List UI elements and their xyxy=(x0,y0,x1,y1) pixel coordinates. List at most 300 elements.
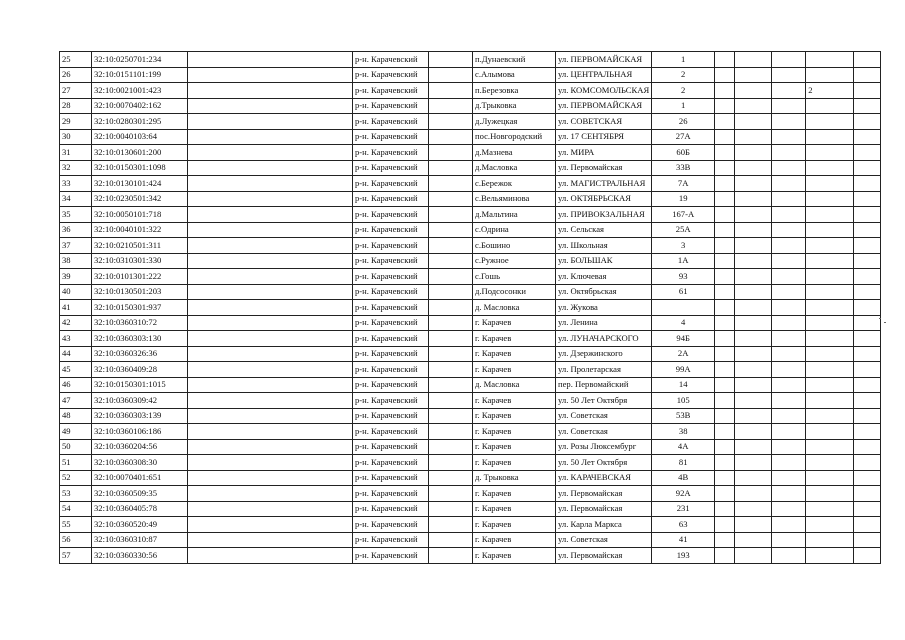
locality-cell: д. Масловка xyxy=(473,300,556,316)
empty-cell xyxy=(854,408,881,424)
empty-cell xyxy=(735,315,772,331)
empty-cell xyxy=(715,532,735,548)
table-row xyxy=(60,315,881,331)
empty-cell xyxy=(854,501,881,517)
empty-cell xyxy=(429,439,473,455)
empty-cell xyxy=(772,269,806,285)
empty-cell xyxy=(715,455,735,471)
row-number-cell: 29 xyxy=(60,114,92,130)
house-number-cell: 93 xyxy=(652,269,715,285)
empty-cell xyxy=(188,486,353,502)
empty-cell xyxy=(772,517,806,533)
table-row xyxy=(60,501,881,517)
row-number-cell: 33 xyxy=(60,176,92,192)
cadastral-number-cell: 32:10:0360409:28 xyxy=(92,362,188,378)
locality-cell: с.Ружное xyxy=(473,253,556,269)
row-number-cell: 56 xyxy=(60,532,92,548)
empty-cell xyxy=(854,532,881,548)
cadastral-number-cell: 32:10:0050101:718 xyxy=(92,207,188,223)
district-cell: р-н. Карачевский xyxy=(353,470,429,486)
empty-cell xyxy=(429,532,473,548)
empty-cell xyxy=(772,300,806,316)
empty-cell xyxy=(188,455,353,471)
empty-cell xyxy=(429,300,473,316)
empty-cell xyxy=(735,129,772,145)
locality-cell: г. Карачев xyxy=(473,393,556,409)
empty-cell xyxy=(715,486,735,502)
empty-cell xyxy=(429,408,473,424)
district-cell: р-н. Карачевский xyxy=(353,377,429,393)
house-number-cell: 4 xyxy=(652,315,715,331)
district-cell: р-н. Карачевский xyxy=(353,393,429,409)
empty-cell xyxy=(735,501,772,517)
empty-cell xyxy=(854,145,881,161)
house-number-cell: 1 xyxy=(652,98,715,114)
street-cell: ул. Розы Люксембург xyxy=(556,439,652,455)
locality-cell: г. Карачев xyxy=(473,408,556,424)
empty-cell xyxy=(772,548,806,564)
cadastral-number-cell: 32:10:0150301:937 xyxy=(92,300,188,316)
empty-cell xyxy=(772,67,806,83)
extra-value-cell xyxy=(806,517,854,533)
empty-cell xyxy=(715,176,735,192)
empty-cell xyxy=(715,129,735,145)
empty-cell xyxy=(772,238,806,254)
table-row xyxy=(60,455,881,471)
empty-cell xyxy=(735,300,772,316)
empty-cell xyxy=(715,222,735,238)
house-number-cell: 60Б xyxy=(652,145,715,161)
address-table xyxy=(59,51,881,564)
district-cell: р-н. Карачевский xyxy=(353,207,429,223)
empty-cell xyxy=(188,284,353,300)
locality-cell: г. Карачев xyxy=(473,486,556,502)
locality-cell: г. Карачев xyxy=(473,315,556,331)
empty-cell xyxy=(735,83,772,99)
house-number-cell: 2А xyxy=(652,346,715,362)
empty-cell xyxy=(735,408,772,424)
street-cell: ул. КОМСОМОЛЬСКАЯ xyxy=(556,83,652,99)
empty-cell xyxy=(772,501,806,517)
row-number-cell: 53 xyxy=(60,486,92,502)
locality-cell: с.Одрина xyxy=(473,222,556,238)
table-row xyxy=(60,470,881,486)
house-number-cell: 4А xyxy=(652,439,715,455)
empty-cell xyxy=(715,424,735,440)
empty-cell xyxy=(715,191,735,207)
empty-cell xyxy=(735,160,772,176)
house-number-cell: 33В xyxy=(652,160,715,176)
empty-cell xyxy=(715,238,735,254)
empty-cell xyxy=(188,517,353,533)
table-row xyxy=(60,424,881,440)
empty-cell xyxy=(735,470,772,486)
table-row xyxy=(60,191,881,207)
empty-cell xyxy=(188,377,353,393)
empty-cell xyxy=(429,315,473,331)
cadastral-number-cell: 32:10:0360309:42 xyxy=(92,393,188,409)
table-row xyxy=(60,532,881,548)
extra-value-cell xyxy=(806,300,854,316)
empty-cell xyxy=(854,300,881,316)
empty-cell xyxy=(715,284,735,300)
cadastral-number-cell: 32:10:0150301:1015 xyxy=(92,377,188,393)
empty-cell xyxy=(854,424,881,440)
cadastral-number-cell: 32:10:0360405:78 xyxy=(92,501,188,517)
empty-cell xyxy=(715,83,735,99)
empty-cell xyxy=(735,393,772,409)
street-cell: ул. 50 Лет Октября xyxy=(556,393,652,409)
street-cell: ул. ОКТЯБРЬСКАЯ xyxy=(556,191,652,207)
street-cell: пер. Первомайский xyxy=(556,377,652,393)
table-row xyxy=(60,114,881,130)
locality-cell: г. Карачев xyxy=(473,439,556,455)
table-row xyxy=(60,408,881,424)
empty-cell xyxy=(772,439,806,455)
district-cell: р-н. Карачевский xyxy=(353,253,429,269)
cadastral-number-cell: 32:10:0360308:30 xyxy=(92,455,188,471)
house-number-cell: 63 xyxy=(652,517,715,533)
empty-cell xyxy=(735,269,772,285)
street-cell: ул. Первомайская xyxy=(556,486,652,502)
row-number-cell: 28 xyxy=(60,98,92,114)
table-row xyxy=(60,269,881,285)
house-number-cell: 1А xyxy=(652,253,715,269)
row-number-cell: 52 xyxy=(60,470,92,486)
empty-cell xyxy=(772,176,806,192)
house-number-cell: 26 xyxy=(652,114,715,130)
empty-cell xyxy=(715,300,735,316)
empty-cell xyxy=(429,548,473,564)
table-row xyxy=(60,346,881,362)
cadastral-number-cell: 32:10:0150301:1098 xyxy=(92,160,188,176)
row-number-cell: 42 xyxy=(60,315,92,331)
row-number-cell: 39 xyxy=(60,269,92,285)
extra-value-cell xyxy=(806,346,854,362)
locality-cell: д.Масловка xyxy=(473,160,556,176)
table-row xyxy=(60,300,881,316)
row-number-cell: 43 xyxy=(60,331,92,347)
extra-value-cell xyxy=(806,98,854,114)
row-number-cell: 44 xyxy=(60,346,92,362)
empty-cell xyxy=(772,222,806,238)
table-row xyxy=(60,331,881,347)
locality-cell: с.Бережок xyxy=(473,176,556,192)
empty-cell xyxy=(735,517,772,533)
table-row xyxy=(60,160,881,176)
cadastral-number-cell: 32:10:0360520:49 xyxy=(92,517,188,533)
row-number-cell: 46 xyxy=(60,377,92,393)
district-cell: р-н. Карачевский xyxy=(353,362,429,378)
empty-cell xyxy=(772,408,806,424)
empty-cell xyxy=(854,160,881,176)
table-row xyxy=(60,377,881,393)
street-cell: ул. Сельская xyxy=(556,222,652,238)
locality-cell: с.Бошино xyxy=(473,238,556,254)
empty-cell xyxy=(854,129,881,145)
empty-cell xyxy=(735,532,772,548)
table-row xyxy=(60,238,881,254)
empty-cell xyxy=(772,284,806,300)
table-row xyxy=(60,83,881,99)
extra-value-cell xyxy=(806,470,854,486)
cadastral-number-cell: 32:10:0130601:200 xyxy=(92,145,188,161)
table-row xyxy=(60,439,881,455)
street-cell: ул. Первомайская xyxy=(556,160,652,176)
extra-value-cell xyxy=(806,253,854,269)
empty-cell xyxy=(854,486,881,502)
empty-cell xyxy=(429,362,473,378)
house-number-cell: 27А xyxy=(652,129,715,145)
empty-cell xyxy=(735,176,772,192)
empty-cell xyxy=(429,176,473,192)
locality-cell: пос.Новгородский xyxy=(473,129,556,145)
row-number-cell: 38 xyxy=(60,253,92,269)
empty-cell xyxy=(188,176,353,192)
empty-cell xyxy=(772,114,806,130)
district-cell: р-н. Карачевский xyxy=(353,176,429,192)
empty-cell xyxy=(772,145,806,161)
district-cell: р-н. Карачевский xyxy=(353,269,429,285)
empty-cell xyxy=(772,362,806,378)
extra-value-cell xyxy=(806,129,854,145)
district-cell: р-н. Карачевский xyxy=(353,532,429,548)
row-number-cell: 54 xyxy=(60,501,92,517)
locality-cell: д.Трыковка xyxy=(473,98,556,114)
extra-value-cell xyxy=(806,455,854,471)
empty-cell xyxy=(715,548,735,564)
cadastral-number-cell: 32:10:0130501:203 xyxy=(92,284,188,300)
empty-cell xyxy=(854,439,881,455)
table-row xyxy=(60,548,881,564)
empty-cell xyxy=(429,67,473,83)
district-cell: р-н. Карачевский xyxy=(353,346,429,362)
empty-cell xyxy=(188,129,353,145)
empty-cell xyxy=(715,408,735,424)
table-row xyxy=(60,253,881,269)
empty-cell xyxy=(429,98,473,114)
empty-cell xyxy=(772,160,806,176)
cadastral-number-cell: 32:10:0360509:35 xyxy=(92,486,188,502)
district-cell: р-н. Карачевский xyxy=(353,52,429,68)
cadastral-number-cell: 32:10:0360303:139 xyxy=(92,408,188,424)
cadastral-number-cell: 32:10:0360204:56 xyxy=(92,439,188,455)
row-number-cell: 48 xyxy=(60,408,92,424)
empty-cell xyxy=(854,393,881,409)
empty-cell xyxy=(735,207,772,223)
empty-cell xyxy=(188,253,353,269)
district-cell: р-н. Карачевский xyxy=(353,160,429,176)
locality-cell: с.Алымова xyxy=(473,67,556,83)
empty-cell xyxy=(188,238,353,254)
locality-cell: с.Вельяминова xyxy=(473,191,556,207)
extra-value-cell xyxy=(806,408,854,424)
street-cell: ул. Советская xyxy=(556,532,652,548)
empty-cell xyxy=(735,284,772,300)
row-number-cell: 49 xyxy=(60,424,92,440)
empty-cell xyxy=(772,346,806,362)
cadastral-number-cell: 32:10:0130101:424 xyxy=(92,176,188,192)
cadastral-number-cell: 32:10:0360310:87 xyxy=(92,532,188,548)
empty-cell xyxy=(429,377,473,393)
house-number-cell: 2 xyxy=(652,67,715,83)
scan-speck xyxy=(884,322,886,323)
cadastral-number-cell: 32:10:0021001:423 xyxy=(92,83,188,99)
empty-cell xyxy=(188,83,353,99)
row-number-cell: 37 xyxy=(60,238,92,254)
empty-cell xyxy=(854,315,881,331)
empty-cell xyxy=(188,362,353,378)
table-row xyxy=(60,222,881,238)
street-cell: ул. МАГИСТРАЛЬНАЯ xyxy=(556,176,652,192)
empty-cell xyxy=(715,346,735,362)
empty-cell xyxy=(429,393,473,409)
empty-cell xyxy=(429,269,473,285)
locality-cell: д.Мазнева xyxy=(473,145,556,161)
locality-cell: п.Березовка xyxy=(473,83,556,99)
locality-cell: г. Карачев xyxy=(473,455,556,471)
empty-cell xyxy=(429,207,473,223)
house-number-cell: 3 xyxy=(652,238,715,254)
empty-cell xyxy=(772,253,806,269)
empty-cell xyxy=(854,176,881,192)
table-row xyxy=(60,129,881,145)
empty-cell xyxy=(188,222,353,238)
district-cell: р-н. Карачевский xyxy=(353,455,429,471)
empty-cell xyxy=(735,52,772,68)
extra-value-cell xyxy=(806,145,854,161)
row-number-cell: 50 xyxy=(60,439,92,455)
street-cell: ул. ПЕРВОМАЙСКАЯ xyxy=(556,98,652,114)
street-cell: ул. СОВЕТСКАЯ xyxy=(556,114,652,130)
row-number-cell: 45 xyxy=(60,362,92,378)
empty-cell xyxy=(429,129,473,145)
extra-value-cell xyxy=(806,222,854,238)
empty-cell xyxy=(772,486,806,502)
table-row xyxy=(60,145,881,161)
empty-cell xyxy=(188,191,353,207)
row-number-cell: 26 xyxy=(60,67,92,83)
empty-cell xyxy=(188,346,353,362)
empty-cell xyxy=(188,315,353,331)
empty-cell xyxy=(715,331,735,347)
empty-cell xyxy=(772,377,806,393)
cadastral-number-cell: 32:10:0040101:322 xyxy=(92,222,188,238)
empty-cell xyxy=(715,207,735,223)
empty-cell xyxy=(188,532,353,548)
street-cell: ул. Жукова xyxy=(556,300,652,316)
street-cell: ул. ПЕРВОМАЙСКАЯ xyxy=(556,52,652,68)
street-cell: ул. Карла Маркса xyxy=(556,517,652,533)
house-number-cell: 193 xyxy=(652,548,715,564)
district-cell: р-н. Карачевский xyxy=(353,517,429,533)
house-number-cell: 1 xyxy=(652,52,715,68)
extra-value-cell xyxy=(806,424,854,440)
empty-cell xyxy=(854,377,881,393)
street-cell: ул. Октябрьская xyxy=(556,284,652,300)
empty-cell xyxy=(715,98,735,114)
district-cell: р-н. Карачевский xyxy=(353,222,429,238)
empty-cell xyxy=(735,377,772,393)
district-cell: р-н. Карачевский xyxy=(353,548,429,564)
locality-cell: г. Карачев xyxy=(473,424,556,440)
house-number-cell: 14 xyxy=(652,377,715,393)
empty-cell xyxy=(735,191,772,207)
empty-cell xyxy=(772,393,806,409)
row-number-cell: 32 xyxy=(60,160,92,176)
extra-value-cell xyxy=(806,176,854,192)
extra-value-cell xyxy=(806,331,854,347)
table-row xyxy=(60,98,881,114)
empty-cell xyxy=(188,98,353,114)
empty-cell xyxy=(715,470,735,486)
street-cell: ул. КАРАЧЕВСКАЯ xyxy=(556,470,652,486)
empty-cell xyxy=(715,114,735,130)
table-row xyxy=(60,517,881,533)
extra-value-cell xyxy=(806,315,854,331)
house-number-cell: 19 xyxy=(652,191,715,207)
house-number-cell: 99А xyxy=(652,362,715,378)
empty-cell xyxy=(735,362,772,378)
locality-cell: с.Гошь xyxy=(473,269,556,285)
cadastral-number-cell: 32:10:0070402:162 xyxy=(92,98,188,114)
extra-value-cell xyxy=(806,160,854,176)
extra-value-cell xyxy=(806,532,854,548)
empty-cell xyxy=(429,331,473,347)
extra-value-cell xyxy=(806,362,854,378)
empty-cell xyxy=(715,67,735,83)
empty-cell xyxy=(735,486,772,502)
district-cell: р-н. Карачевский xyxy=(353,501,429,517)
empty-cell xyxy=(429,470,473,486)
empty-cell xyxy=(429,238,473,254)
extra-value-cell xyxy=(806,52,854,68)
empty-cell xyxy=(188,269,353,285)
locality-cell: д. Трыковка xyxy=(473,470,556,486)
extra-value-cell xyxy=(806,548,854,564)
street-cell: ул. Советская xyxy=(556,408,652,424)
district-cell: р-н. Карачевский xyxy=(353,98,429,114)
house-number-cell: 53В xyxy=(652,408,715,424)
locality-cell: г. Карачев xyxy=(473,362,556,378)
extra-value-cell xyxy=(806,284,854,300)
empty-cell xyxy=(188,67,353,83)
row-number-cell: 51 xyxy=(60,455,92,471)
empty-cell xyxy=(188,160,353,176)
empty-cell xyxy=(735,98,772,114)
locality-cell: д.Лужецкая xyxy=(473,114,556,130)
empty-cell xyxy=(854,98,881,114)
empty-cell xyxy=(854,455,881,471)
locality-cell: г. Карачев xyxy=(473,517,556,533)
table-row xyxy=(60,176,881,192)
empty-cell xyxy=(735,455,772,471)
locality-cell: г. Карачев xyxy=(473,548,556,564)
district-cell: р-н. Карачевский xyxy=(353,439,429,455)
district-cell: р-н. Карачевский xyxy=(353,331,429,347)
cadastral-number-cell: 32:10:0040103:64 xyxy=(92,129,188,145)
empty-cell xyxy=(715,517,735,533)
house-number-cell: 25А xyxy=(652,222,715,238)
empty-cell xyxy=(188,300,353,316)
row-number-cell: 31 xyxy=(60,145,92,161)
empty-cell xyxy=(854,269,881,285)
empty-cell xyxy=(429,346,473,362)
extra-value-cell xyxy=(806,501,854,517)
cadastral-number-cell: 32:10:0360310:72 xyxy=(92,315,188,331)
empty-cell xyxy=(735,145,772,161)
district-cell: р-н. Карачевский xyxy=(353,300,429,316)
